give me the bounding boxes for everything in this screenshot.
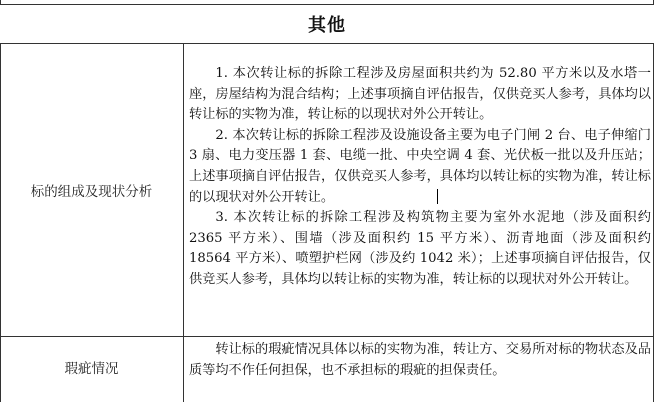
text-cursor [437,189,438,204]
paragraph: 1. 本次转让标的拆除工程涉及房屋面积共约为 52.80 平方米以及水塔一座，房屋结构为混合结构；上述事项摘自评估报告，仅供竞买人参考，具体均以转让标的实物为准，转让标的以现状对外公开转让。 [189,66,651,123]
column-divider [183,44,184,336]
paragraph: 转让标的瑕疵情况具体以标的实物为准，转让方、交易所对标的物状态及品质等均不作任何担保，也不承担标的瑕疵的担保责任。 [189,342,651,378]
column-divider [183,337,184,402]
section-title: 其他 [308,15,346,36]
row-label-defects: 瑕疵情况 [64,361,119,377]
row-label-composition: 标的组成及现状分析 [30,184,153,200]
defects-content [189,340,651,381]
paragraph: 2. 本次转让标的拆除工程涉及设施设备主要为电子门闸 2 台、电子伸缩门 3 扇、电力变压器 1 套、电缆一批、中央空调 4 套、光伏板一批以及升压站；上述事项摘自评估报告，仅供竞买人参考，具体均以转让标的实物为准，转让标的以现状对外公开转让。 [189,127,651,205]
composition-content [189,64,651,291]
paragraph: 3. 本次转让标的拆除工程涉及构筑物主要为室外水泥地（涉及面积约 2365 平方米）、围墙（涉及面积约 15 平方米）、沥青地面（涉及面积约 18564 平方米）、喷塑护栏网（涉及约 1042 米）；上述事项摘自评估报告，仅供竞买人参考，具体均以转让标的实物为准，转让标的以现状对外公开转让。 [189,210,651,287]
